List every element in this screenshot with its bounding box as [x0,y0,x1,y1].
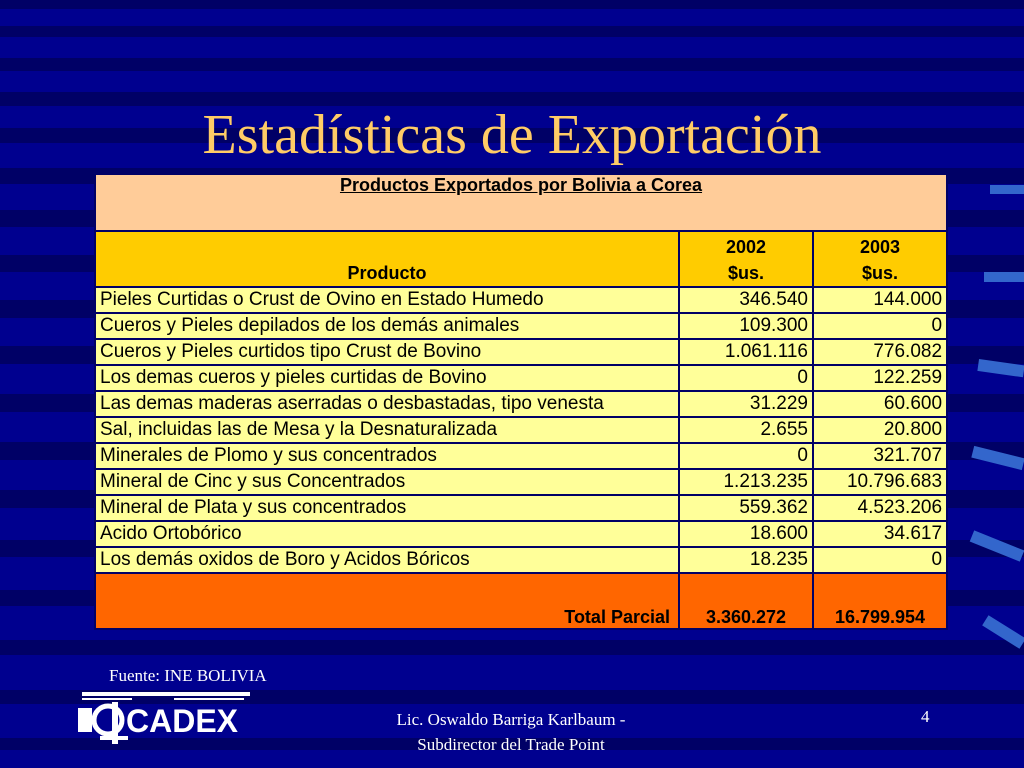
cell-value-2003: 10.796.683 [813,469,947,495]
cell-value-2003: 4.523.206 [813,495,947,521]
slide-title: Estadísticas de Exportación [202,104,822,166]
column-header-product: Producto [95,231,679,287]
table-row [95,365,947,391]
cell-value-2002: 559.362 [679,495,813,521]
cell-value-2003: 776.082 [813,339,947,365]
column-header-year-2002: 2002 [725,237,767,257]
table-row [95,469,947,495]
cell-value-2002: 18.235 [679,547,813,573]
column-header-2002 [679,231,813,287]
cell-value-2002: 0 [679,365,813,391]
table-caption: Productos Exportados por Bolivia a Corea [339,175,703,195]
column-header-year-2003: 2003 [859,237,901,257]
logo-text: CADEX [126,703,239,739]
table-row [95,287,947,313]
page-number: 4 [921,707,930,726]
cell-product: Sal, incluidas las de Mesa y la Desnaturalizada [95,417,679,443]
cell-value-2003: 60.600 [813,391,947,417]
cell-product: Los demás oxidos de Boro y Acidos Bóricos [95,547,679,573]
table-row [95,313,947,339]
cell-value-2002: 0 [679,443,813,469]
cadex-logo [74,688,250,748]
table-row [95,547,947,573]
total-label: Total Parcial [95,573,679,629]
cell-value-2003: 0 [813,547,947,573]
footer-line-2: Subdirector del Trade Point [417,735,605,754]
cell-value-2002: 1.061.116 [679,339,813,365]
table-row [95,417,947,443]
cell-product: Minerales de Plomo y sus concentrados [95,443,679,469]
table-row [95,391,947,417]
table-row [95,339,947,365]
table-row [95,443,947,469]
column-header-unit-2002: $us. [727,263,765,283]
total-value-2003: 16.799.954 [813,573,947,629]
column-header-unit-2003: $us. [862,263,899,283]
table-total-row [95,573,947,629]
footer-line-1: Lic. Oswaldo Barriga Karlbaum - [396,710,626,729]
column-header-2003 [813,231,947,287]
cell-value-2003: 0 [813,313,947,339]
cell-product: Mineral de Plata y sus concentrados [95,495,679,521]
table-row [95,495,947,521]
table-caption-row [95,174,947,231]
cell-value-2002: 2.655 [679,417,813,443]
table-header-row [95,231,947,287]
source-note: Fuente: INE BOLIVIA [109,666,267,685]
cell-value-2002: 1.213.235 [679,469,813,495]
total-value-2002: 3.360.272 [679,573,813,629]
cell-product: Los demas cueros y pieles curtidas de Bovino [95,365,679,391]
export-table-container [94,173,946,661]
footer-author [356,707,666,757]
cell-value-2002: 31.229 [679,391,813,417]
cell-value-2002: 18.600 [679,521,813,547]
cell-value-2002: 346.540 [679,287,813,313]
cell-product: Acido Ortobórico [95,521,679,547]
cell-value-2003: 321.707 [813,443,947,469]
cell-product: Cueros y Pieles depilados de los demás animales [95,313,679,339]
cell-value-2002: 109.300 [679,313,813,339]
cell-value-2003: 144.000 [813,287,947,313]
cell-value-2003: 20.800 [813,417,947,443]
cell-product: Mineral de Cinc y sus Concentrados [95,469,679,495]
cell-product: Cueros y Pieles curtidos tipo Crust de Bovino [95,339,679,365]
cell-value-2003: 34.617 [813,521,947,547]
cell-value-2003: 122.259 [813,365,947,391]
cell-product: Pieles Curtidas o Crust de Ovino en Estado Humedo [95,287,679,313]
export-table [94,173,948,630]
table-row [95,521,947,547]
cell-product: Las demas maderas aserradas o desbastadas, tipo venesta [95,391,679,417]
